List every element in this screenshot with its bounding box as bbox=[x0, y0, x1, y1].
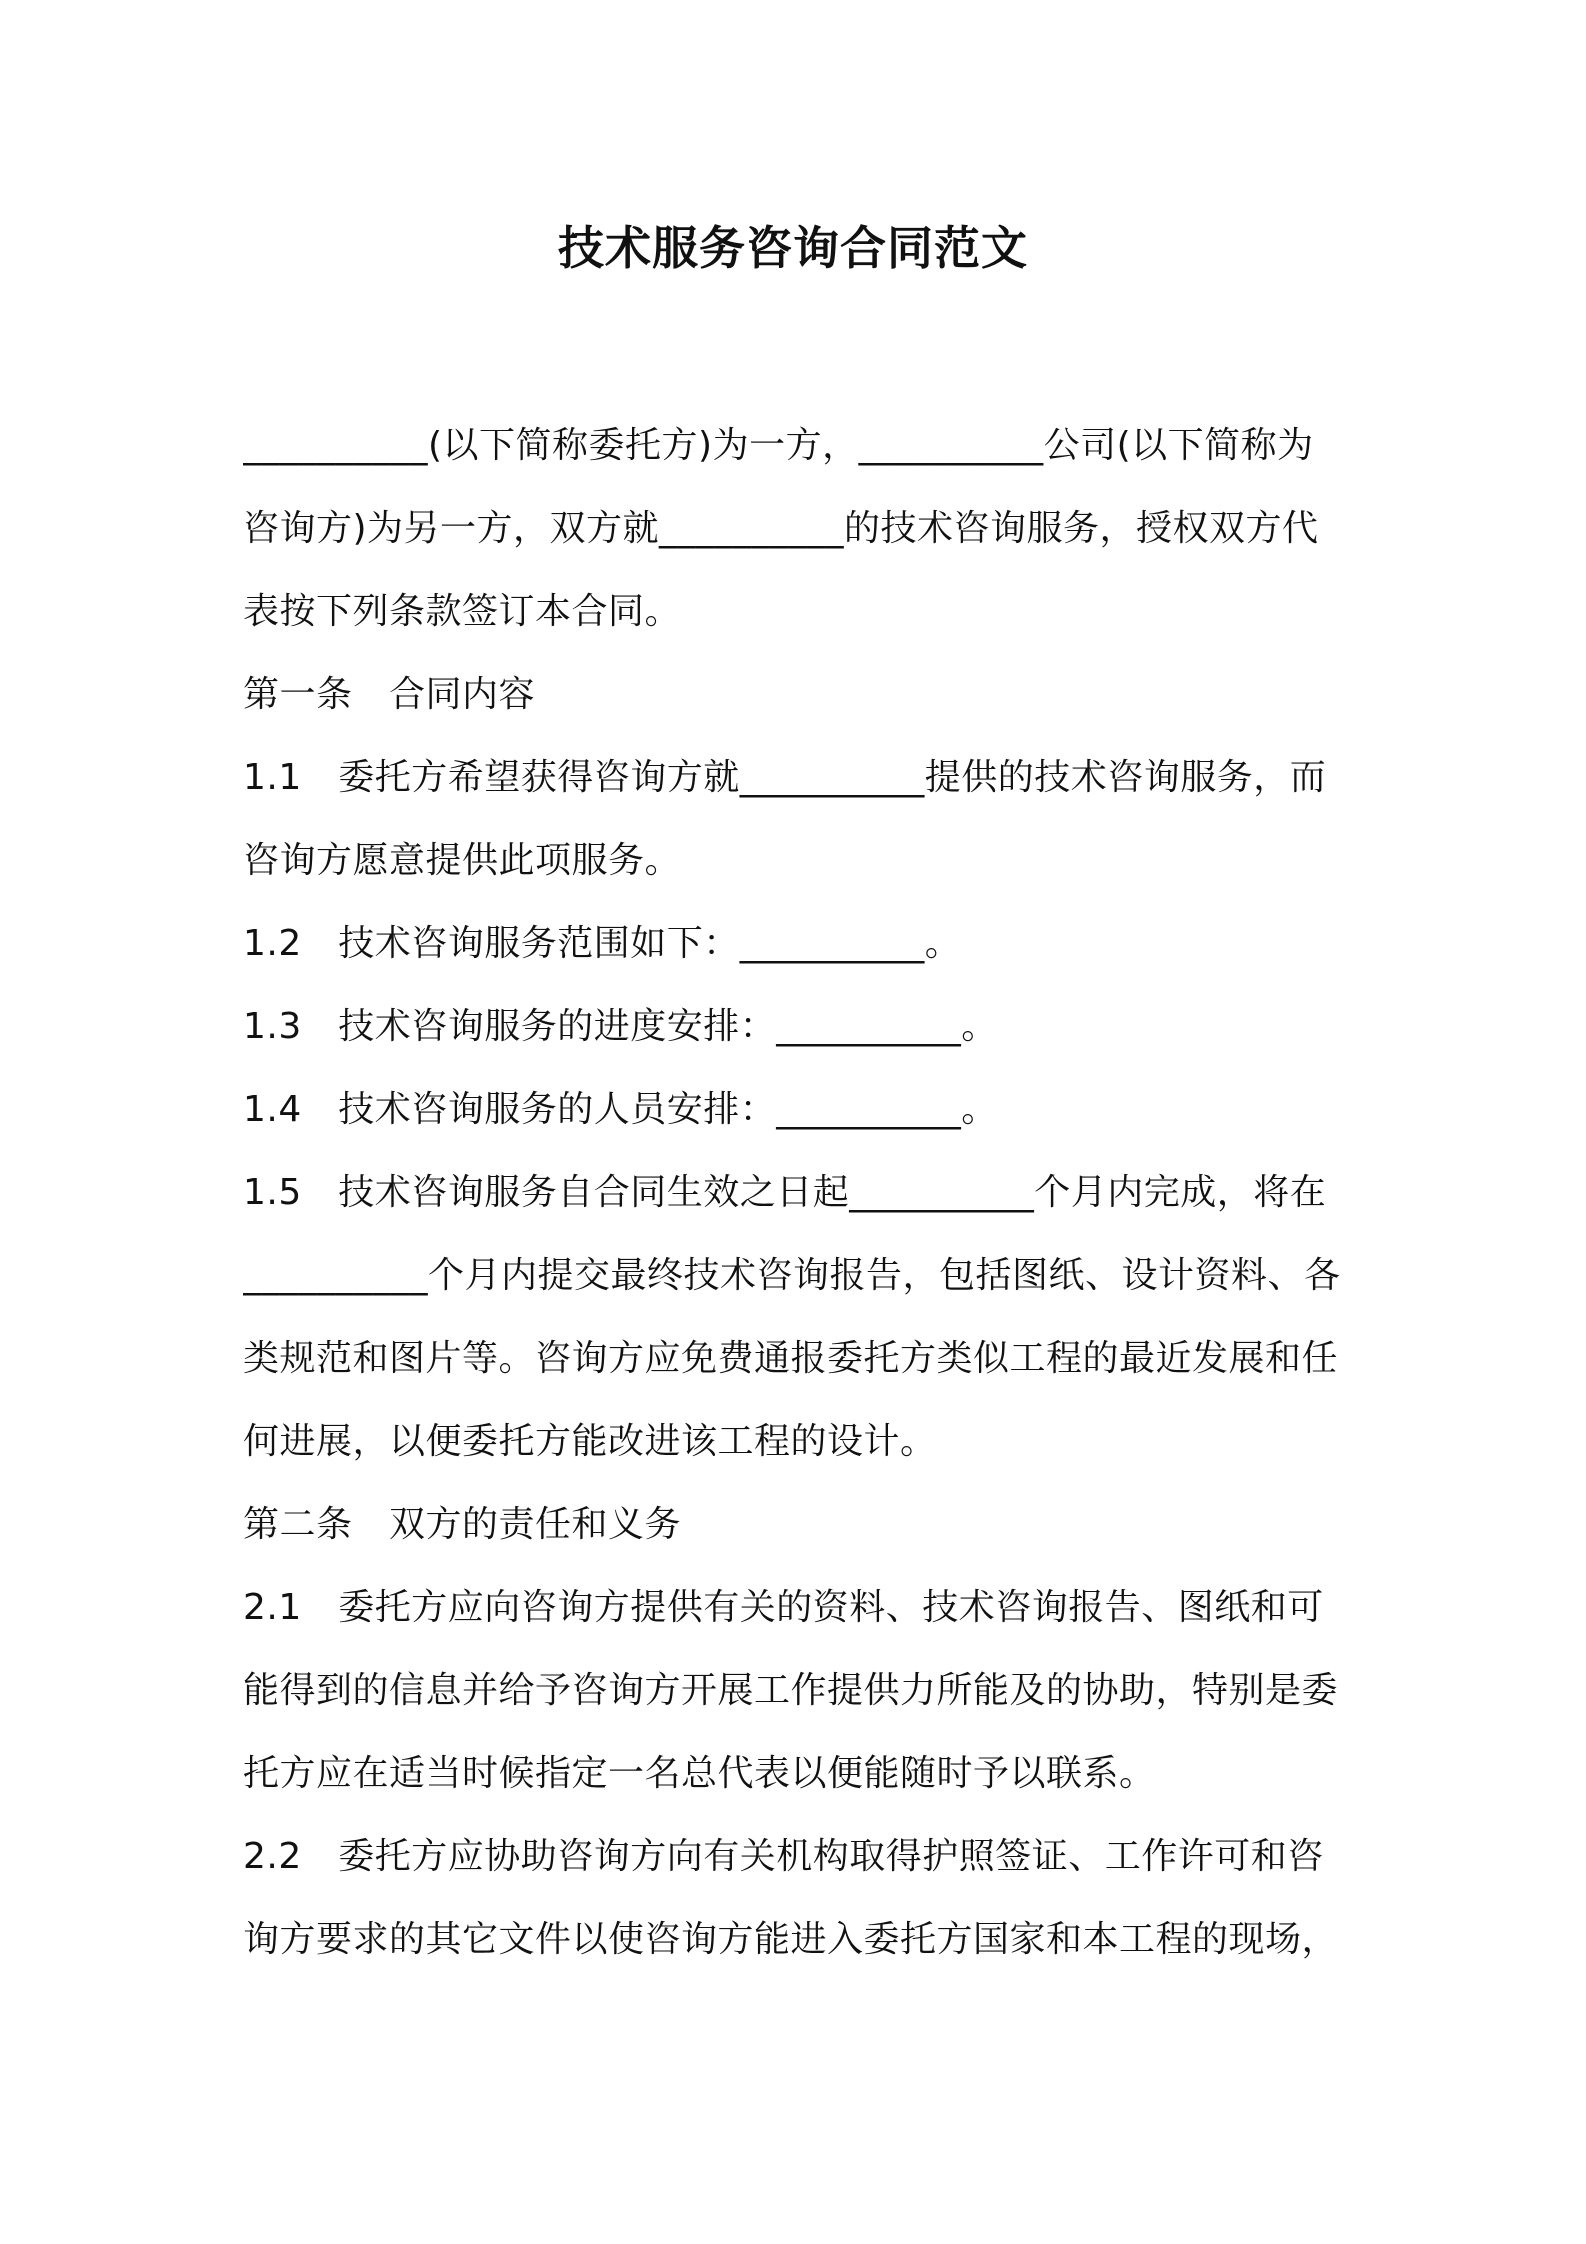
clause-line: 何进展，以便委托方能改进该工程的设计。 bbox=[243, 1421, 937, 1462]
clause-line: 1.4 技术咨询服务的人员安排：__________。 bbox=[243, 1089, 998, 1130]
section-heading: 第二条 双方的责任和义务 bbox=[243, 1504, 682, 1545]
clause-line: 能得到的信息并给予咨询方开展工作提供力所能及的协助，特别是委 bbox=[243, 1670, 1339, 1711]
clause-line: 2.2 委托方应协助咨询方向有关机构取得护照签证、工作许可和咨 bbox=[243, 1836, 1324, 1877]
document-title: 技术服务咨询合同范文 bbox=[558, 221, 1028, 275]
paragraph-line: __________(以下简称委托方)为一方，__________公司(以下简称为 bbox=[243, 425, 1314, 466]
paragraph-line: 咨询方)为另一方，双方就__________的技术咨询服务，授权双方代 bbox=[243, 508, 1319, 549]
section-heading: 第一条 合同内容 bbox=[243, 674, 536, 715]
clause-line: 1.5 技术咨询服务自合同生效之日起__________个月内完成，将在 bbox=[243, 1172, 1327, 1213]
clause-line: 咨询方愿意提供此项服务。 bbox=[243, 840, 682, 881]
clause-line: 1.3 技术咨询服务的进度安排：__________。 bbox=[243, 1006, 998, 1047]
clause-line: 2.1 委托方应向咨询方提供有关的资料、技术咨询报告、图纸和可 bbox=[243, 1587, 1324, 1628]
document-body bbox=[243, 404, 1355, 1981]
clause-line: 1.2 技术咨询服务范围如下：__________。 bbox=[243, 923, 962, 964]
paragraph-line: 表按下列条款签订本合同。 bbox=[243, 591, 682, 632]
clause-line: 1.1 委托方希望获得咨询方就__________提供的技术咨询服务，而 bbox=[243, 757, 1327, 798]
clause-line: 类规范和图片等。咨询方应免费通报委托方类似工程的最近发展和任 bbox=[243, 1338, 1339, 1379]
clause-line: 询方要求的其它文件以使咨询方能进入委托方国家和本工程的现场， bbox=[243, 1919, 1339, 1960]
clause-line: __________个月内提交最终技术咨询报告，包括图纸、设计资料、各 bbox=[243, 1255, 1341, 1296]
clause-line: 托方应在适当时候指定一名总代表以便能随时予以联系。 bbox=[243, 1753, 1156, 1794]
